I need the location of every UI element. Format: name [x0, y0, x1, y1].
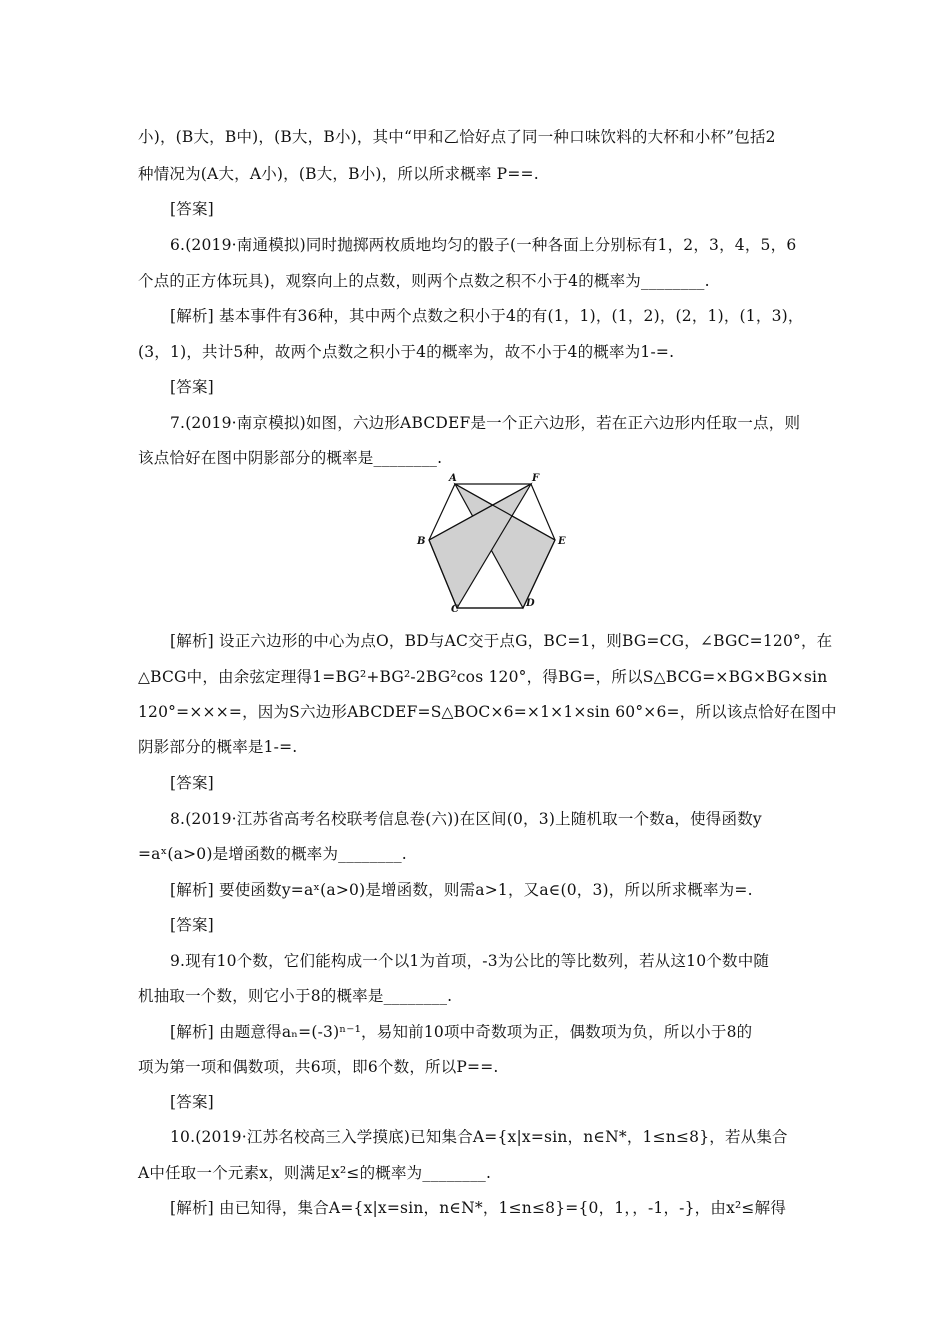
vertex-label-f: F	[532, 473, 540, 484]
text-line: 项为第一项和偶数项，共6项，即6个数，所以P==.	[138, 1058, 499, 1076]
text-line: △BCG中，由余弦定理得1=BG²+BG²-2BG²cos 120°，得BG=，所以S△BCG=×BG×BG×sin	[138, 668, 828, 686]
answer-label: [答案]	[170, 774, 214, 792]
answer-label: [答案]	[170, 916, 214, 934]
answer-label: [答案]	[170, 1093, 214, 1111]
analysis-6: [解析] 基本事件有36种，其中两个点数之积小于4的有(1，1)，(1，2)，(2，1)，(1，3)，	[170, 307, 804, 325]
vertex-label-c: C	[451, 604, 459, 615]
text-line: (3，1)，共计5种，故两个点数之积小于4的概率为，故不小于4的概率为1-=.	[138, 343, 675, 361]
analysis-9: [解析] 由题意得aₙ=(-3)ⁿ⁻¹，易知前10项中奇数项为正，偶数项为负，所以小于8的	[170, 1023, 753, 1041]
question-6: 6.(2019·南通模拟)同时抛掷两枚质地均匀的骰子(一种各面上分别标有1，2，3，4，5，6	[170, 236, 797, 254]
text-line: 120°=×××=，因为S六边形ABCDEF=S△BOC×6=×1×1×sin 60°×6=，所以该点恰好在图中	[138, 703, 837, 721]
hexagon-figure	[405, 470, 575, 615]
question-9: 9.现有10个数，它们能构成一个以1为首项，-3为公比的等比数列，若从这10个数中随	[170, 952, 770, 970]
question-10: 10.(2019·江苏名校高三入学摸底)已知集合A={x|x=sin，n∈N*，1≤n≤8}，若从集合	[170, 1128, 788, 1146]
text-line: 种情况为(A大，A小)，(B大，B小)，所以所求概率 P==.	[138, 165, 539, 183]
hexagon-diagram	[405, 470, 575, 615]
vertex-label-b: B	[417, 536, 426, 547]
analysis-7: [解析] 设正六边形的中心为点O，BD与AC交于点G，BC=1，则BG=CG，∠BGC=120°，在	[170, 632, 833, 650]
answer-label: [答案]	[170, 200, 214, 218]
vertex-label-e: E	[558, 536, 566, 547]
text-line: A中任取一个元素x，则满足x²≤的概率为________.	[138, 1164, 492, 1182]
vertex-label-a: A	[449, 473, 457, 484]
text-line: 个点的正方体玩具)，观察向上的点数，则两个点数之积不小于4的概率为________.	[138, 272, 710, 290]
text-line: 小)，(B大，B中)，(B大，B小)，其中“甲和乙恰好点了同一种口味饮料的大杯和小杯”包括2	[138, 128, 776, 146]
vertex-label-d: D	[526, 598, 535, 609]
text-line: 阴影部分的概率是1-=.	[138, 738, 298, 756]
analysis-10: [解析] 由已知得，集合A={x|x=sin，n∈N*，1≤n≤8}={0，1，，-1，-}，由x²≤解得	[170, 1199, 787, 1217]
text-line: 机抽取一个数，则它小于8的概率是________.	[138, 987, 453, 1005]
text-line: 该点恰好在图中阴影部分的概率是________.	[138, 449, 443, 467]
analysis-8: [解析] 要使函数y=aˣ(a>0)是增函数，则需a>1，又a∈(0，3)，所以所求概率为=.	[170, 881, 753, 899]
answer-label: [答案]	[170, 378, 214, 396]
question-8: 8.(2019·江苏省高考名校联考信息卷(六))在区间(0，3)上随机取一个数a，使得函数y	[170, 810, 762, 828]
text-line: =aˣ(a>0)是增函数的概率为________.	[138, 845, 407, 863]
question-7: 7.(2019·南京模拟)如图，六边形ABCDEF是一个正六边形，若在正六边形内任取一点，则	[170, 414, 801, 432]
